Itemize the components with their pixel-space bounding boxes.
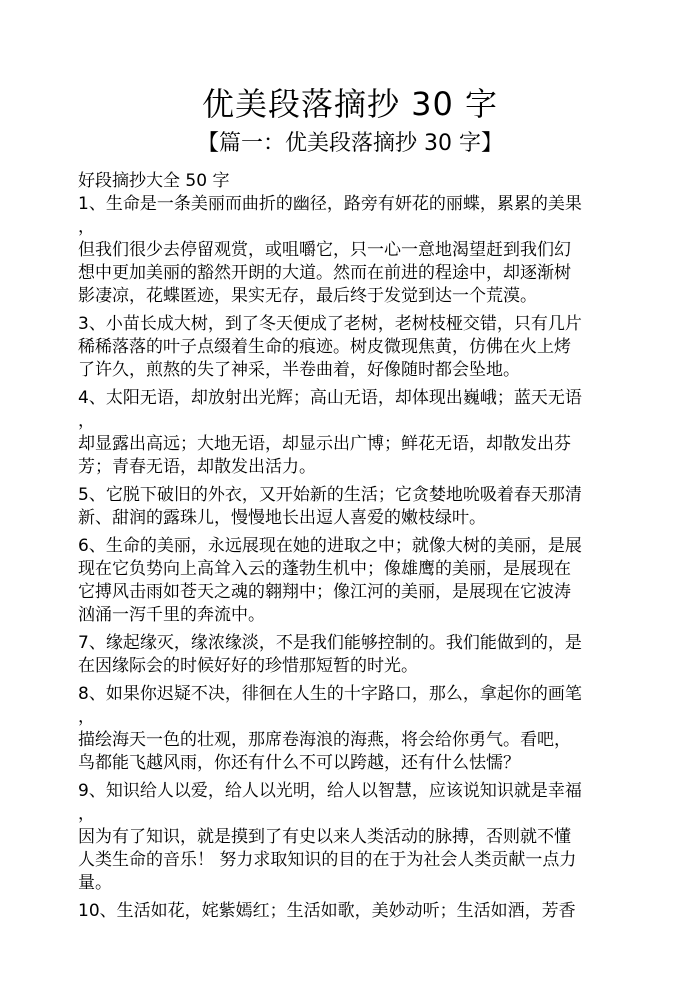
text-line: 9、知识给人以爱，给人以光明，给人以智慧，应该说知识就是幸福 (78, 781, 582, 801)
text-line: 鸟都能飞越风雨，你还有什么不可以跨越，还有什么怯懦？ (78, 753, 520, 773)
page-title: 优美段落摘抄 30 字 (201, 85, 499, 123)
text-line: 但我们很少去停留观赏，或咀嚼它，只一心一意地渴望赶到我们幻 (78, 240, 571, 260)
text-line: 1、生命是一条美丽而曲折的幽径，路旁有妍花的丽蝶，累累的美果 (78, 194, 582, 214)
text-line: ， (78, 707, 95, 727)
text-line: 6、生命的美丽，永远展现在她的进取之中；就像大树的美丽，是展 (78, 536, 582, 556)
text-line: ， (78, 804, 95, 824)
text-line: 10、生活如花，姹紫嫣红；生活如歌，美妙动听；生活如酒，芳香 (78, 901, 576, 921)
text-line: 新、甜润的露珠儿，慢慢地长出逗人喜爱的嫩枝绿叶。 (78, 508, 486, 528)
text-line: 4、太阳无语，却放射出光辉；高山无语，却体现出巍峨；蓝天无语 (78, 388, 582, 408)
text-line: 因为有了知识，就是摸到了有史以来人类活动的脉搏，否则就不懂 (78, 827, 571, 847)
text-line: 想中更加美丽的豁然开朗的大道。然而在前进的程途中，却逐渐树 (78, 263, 571, 283)
intro-line: 好段摘抄大全 50 字 (78, 171, 230, 191)
text-line: 汹涌一泻千里的奔流中。 (78, 605, 265, 625)
section-heading: 【篇一：优美段落摘抄 30 字】 (197, 131, 503, 156)
text-line: 量。 (78, 873, 112, 893)
text-line: 人类生命的音乐！ 努力求取知识的目的在于为社会人类贡献一点力 (78, 850, 577, 870)
text-line: 8、如果你迟疑不决，徘徊在人生的十字路口，那么，拿起你的画笔 (78, 684, 582, 704)
text-line: ， (78, 217, 95, 237)
text-line: 现在它负势向上高耸入云的蓬勃生机中；像雄鹰的美丽，是展现在 (78, 559, 571, 579)
text-line: 影凄凉，花蝶匿迹，果实无存，最后终于发觉到达一个荒漠。 (78, 286, 537, 306)
text-line: 描绘海天一色的壮观，那席卷海浪的海燕，将会给你勇气。看吧， (78, 730, 571, 750)
text-line: 却显露出高远；大地无语，却显示出广博；鲜花无语，却散发出芬 (78, 434, 571, 454)
text-line: 7、缘起缘灭，缘浓缘淡，不是我们能够控制的。我们能做到的，是 (78, 633, 582, 653)
text-line: ， (78, 411, 95, 431)
text-line: 它搏风击雨如苍天之魂的翱翔中；像江河的美丽，是展现在它波涛 (78, 582, 571, 602)
text-line: 5、它脱下破旧的外衣，又开始新的生活；它贪婪地吮吸着春天那清 (78, 485, 582, 505)
text-line: 3、小苗长成大树，到了冬天便成了老树，老树枝桠交错，只有几片 (78, 314, 582, 334)
text-line: 芳；青春无语，却散发出活力。 (78, 457, 316, 477)
text-line: 了许久，煎熬的失了神采，半卷曲着，好像随时都会坠地。 (78, 360, 520, 380)
body-text (78, 170, 608, 923)
text-line: 稀稀落落的叶子点缀着生命的痕迹。树皮微现焦黄，仿佛在火上烤 (78, 337, 571, 357)
text-line: 在因缘际会的时候好好的珍惜那短暂的时光。 (78, 656, 418, 676)
